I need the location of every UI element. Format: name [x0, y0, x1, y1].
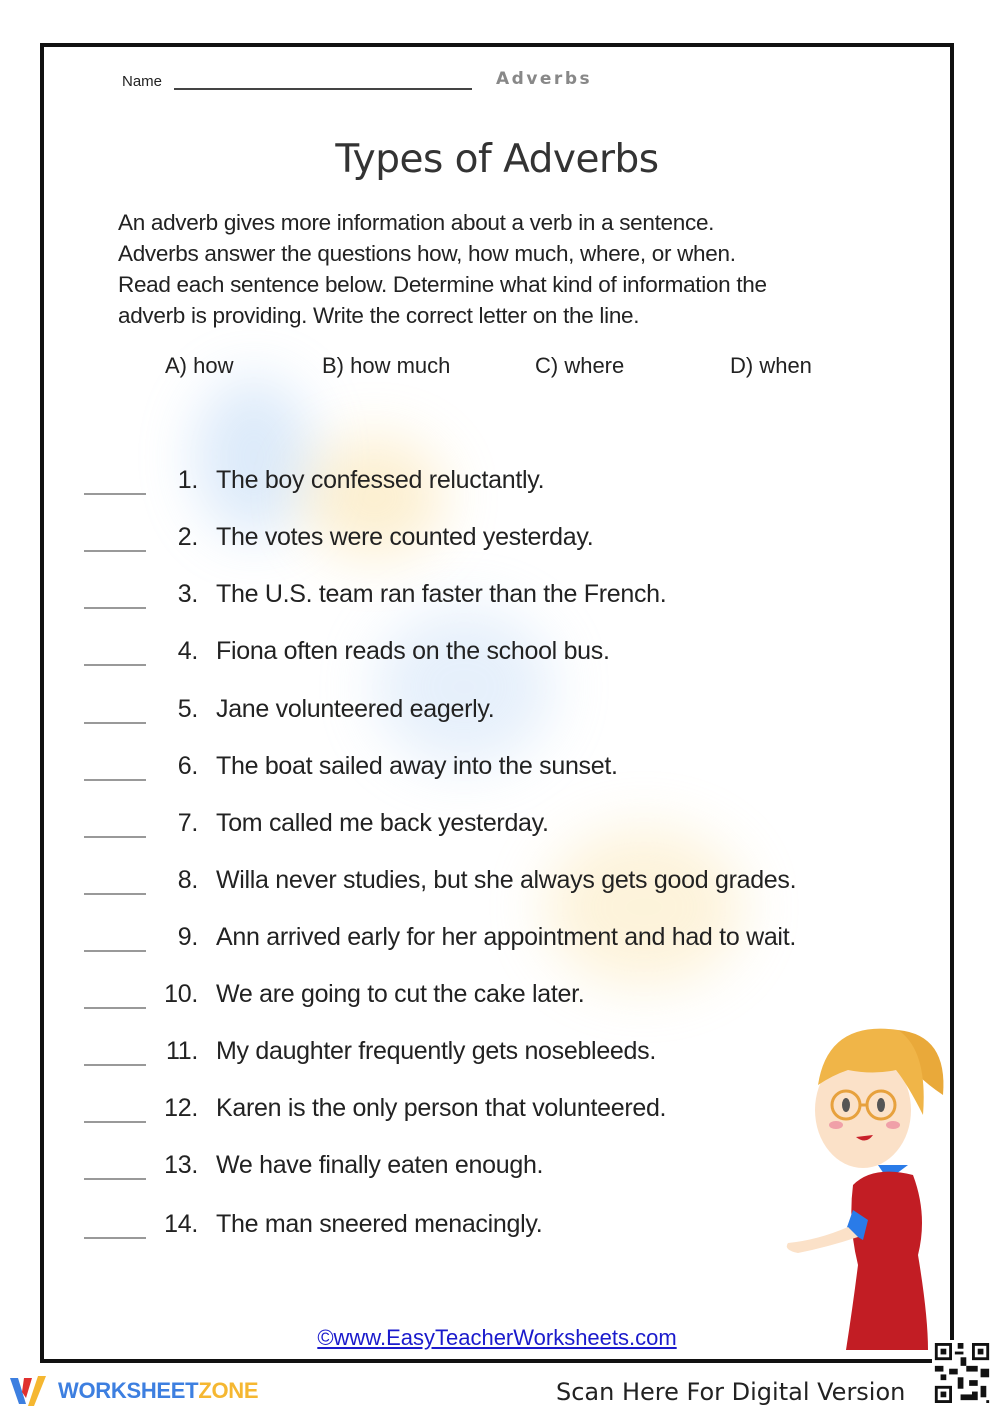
- answer-blank[interactable]: [84, 1101, 146, 1123]
- question-text: We have finally eaten enough.: [216, 1151, 544, 1179]
- question-text: The votes were counted yesterday.: [216, 523, 594, 551]
- question-number: 8.: [177, 866, 198, 894]
- question-text: We are going to cut the cake later.: [216, 980, 585, 1008]
- question-text: Fiona often reads on the school bus.: [216, 637, 610, 665]
- question-number: 6.: [177, 752, 198, 780]
- answer-blank[interactable]: [84, 759, 146, 781]
- question-row: [84, 636, 610, 666]
- question-row: [84, 694, 494, 724]
- question-number: 10.: [164, 980, 198, 1008]
- option-b: B) how much: [322, 353, 451, 378]
- qr-code-icon[interactable]: [932, 1340, 992, 1406]
- page-title: Types of Adverbs: [335, 137, 659, 182]
- question-row: [84, 808, 549, 838]
- instructions: [118, 207, 908, 331]
- instruction-line: adverb is providing. Write the correct letter on the line.: [118, 303, 640, 328]
- question-row: [84, 1150, 543, 1180]
- question-number: 14.: [164, 1210, 198, 1238]
- question-number: 1.: [177, 466, 198, 494]
- instruction-line: An adverb gives more information about a verb in a sentence.: [118, 210, 715, 235]
- question-number: 4.: [177, 637, 198, 665]
- question-row: [84, 979, 584, 1009]
- worksheet-zone-logo-icon: [8, 1374, 52, 1408]
- question-row: [84, 751, 618, 781]
- question-text: Jane volunteered eagerly.: [216, 695, 495, 723]
- question-number: 12.: [164, 1094, 198, 1122]
- question-row: [84, 865, 796, 895]
- answer-blank[interactable]: [84, 873, 146, 895]
- name-line[interactable]: [174, 74, 472, 90]
- answer-blank[interactable]: [84, 644, 146, 666]
- question-row: [84, 579, 666, 609]
- watermark-blob: [544, 827, 744, 987]
- watermark-blob: [194, 377, 314, 537]
- question-row: [84, 465, 544, 495]
- question-row: [84, 522, 593, 552]
- question-row: [84, 1036, 656, 1066]
- question-number: 3.: [177, 580, 198, 608]
- scan-text: Scan Here For Digital Version: [556, 1378, 906, 1406]
- answer-blank[interactable]: [84, 702, 146, 724]
- question-text: The boat sailed away into the sunset.: [216, 752, 618, 780]
- subject-label: Adverbs: [496, 69, 593, 89]
- answer-blank[interactable]: [84, 987, 146, 1009]
- question-text: Willa never studies, but she always gets good grades.: [216, 866, 797, 894]
- question-number: 7.: [177, 809, 198, 837]
- question-text: The U.S. team ran faster than the French.: [216, 580, 667, 608]
- question-text: My daughter frequently gets nosebleeds.: [216, 1037, 656, 1065]
- answer-blank[interactable]: [84, 816, 146, 838]
- brand-part-zone: ZONE: [198, 1378, 259, 1403]
- question-row: [84, 1093, 666, 1123]
- question-text: Karen is the only person that volunteered.: [216, 1094, 667, 1122]
- brand-name: [58, 1378, 258, 1404]
- answer-blank[interactable]: [84, 473, 146, 495]
- question-number: 13.: [164, 1151, 198, 1179]
- answer-blank[interactable]: [84, 1217, 146, 1239]
- option-a: A) how: [165, 353, 234, 378]
- brand-part-worksheet: WORKSHEET: [58, 1378, 199, 1403]
- question-number: 5.: [177, 695, 198, 723]
- instruction-line: Adverbs answer the questions how, how much, where, or when.: [118, 241, 736, 266]
- question-text: The boy confessed reluctantly.: [216, 466, 545, 494]
- question-text: The man sneered menacingly.: [216, 1210, 543, 1238]
- credit-link[interactable]: ©www.EasyTeacherWorksheets.com: [317, 1325, 677, 1350]
- answer-blank[interactable]: [84, 1044, 146, 1066]
- question-number: 9.: [177, 923, 198, 951]
- instruction-line: Read each sentence below. Determine what kind of information the: [118, 272, 767, 297]
- question-text: Ann arrived early for her appointment and had to wait.: [216, 923, 796, 951]
- question-row: [84, 1209, 542, 1239]
- question-text: Tom called me back yesterday.: [216, 809, 549, 837]
- worksheet-zone-logo[interactable]: [8, 1374, 258, 1408]
- answer-blank[interactable]: [84, 930, 146, 952]
- option-d: D) when: [730, 353, 812, 378]
- watermark-blob: [374, 607, 554, 767]
- question-number: 11.: [166, 1037, 198, 1065]
- name-field[interactable]: [122, 73, 472, 90]
- question-number: 2.: [177, 523, 198, 551]
- question-row: [84, 922, 796, 952]
- name-label: Name: [122, 73, 163, 90]
- answer-blank[interactable]: [84, 530, 146, 552]
- answer-blank[interactable]: [84, 587, 146, 609]
- option-c: C) where: [535, 353, 625, 378]
- teacher-illustration: [778, 1015, 958, 1360]
- answer-blank[interactable]: [84, 1158, 146, 1180]
